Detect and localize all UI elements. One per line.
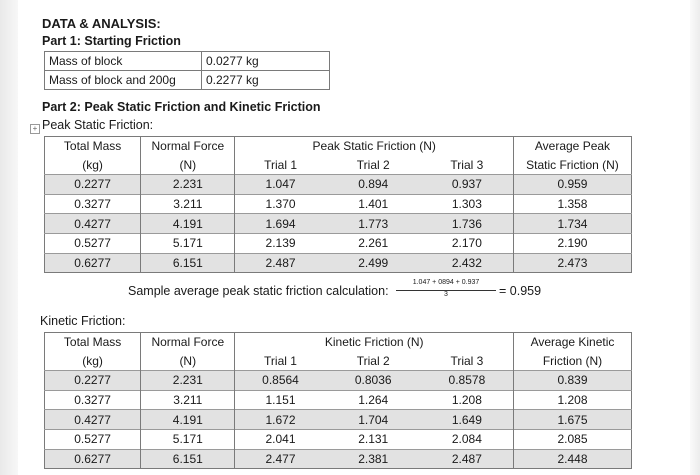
- header-total-mass: Total Mass: [45, 137, 141, 156]
- section-heading: DATA & ANALYSIS:: [42, 16, 161, 31]
- cell-trial-2: 1.773: [326, 214, 421, 234]
- cell-average: 1.734: [513, 214, 631, 234]
- table-row: [45, 371, 632, 391]
- cell-trial-1: 1.672: [235, 410, 326, 430]
- header-kg: (kg): [82, 353, 103, 368]
- header-trial-2: Trial 2: [356, 353, 390, 368]
- cell-mass: 0.4277: [45, 214, 141, 234]
- cell-trial-3: 1.736: [421, 214, 514, 234]
- cell-trial-3: 1.303: [421, 194, 514, 214]
- cell-mass: 0.4277: [45, 410, 141, 430]
- cell-trial-3: 2.487: [421, 449, 514, 469]
- cell-normal-force: 2.231: [141, 371, 235, 391]
- cell-trial-2: 1.401: [326, 194, 421, 214]
- header-trial-3: Trial 3: [450, 157, 484, 172]
- cell-normal-force: 2.231: [141, 175, 235, 195]
- cell-average: 1.675: [514, 410, 632, 430]
- part1-title: Part 1: Starting Friction: [42, 34, 181, 48]
- sample-calc-numerator: 1.047 + 0894 + 0.937: [412, 279, 480, 286]
- cell-average: 2.085: [514, 429, 632, 449]
- cell-trial-2: 0.894: [326, 175, 421, 195]
- header-n: (N): [141, 352, 235, 371]
- cell-mass: 0.6277: [45, 449, 141, 469]
- table-row: [45, 410, 632, 430]
- header-kinetic-group: Kinetic Friction (N): [235, 333, 514, 352]
- header-normal-force: Normal Force: [141, 333, 235, 352]
- cell-trial-1: 2.139: [235, 233, 326, 253]
- header-average-1: Average Peak: [513, 137, 631, 156]
- header-trial-1: Trial 1: [235, 352, 326, 371]
- table-row: [45, 253, 632, 273]
- cell-normal-force: 4.191: [141, 410, 235, 430]
- cell-trial-2: 0.8036: [326, 371, 421, 391]
- cell-normal-force: 6.151: [141, 449, 235, 469]
- header-trial-1: Trial 1: [235, 156, 326, 175]
- table-move-handle-icon[interactable]: +: [30, 124, 40, 134]
- header-n: (N): [141, 156, 235, 175]
- cell-trial-3: 2.084: [421, 429, 514, 449]
- cell-trial-3: 1.649: [421, 410, 514, 430]
- cell-average: 2.448: [514, 449, 632, 469]
- cell-average: 1.208: [514, 390, 632, 410]
- header-average-2: Static Friction (N): [513, 156, 631, 175]
- cell-trial-1: 2.041: [235, 429, 326, 449]
- kinetic-friction-title: Kinetic Friction:: [40, 314, 126, 328]
- cell-normal-force: 5.171: [141, 233, 235, 253]
- sample-calc-label: Sample average peak static friction calculation:: [128, 284, 389, 298]
- header-peak-static-group: Peak Static Friction (N): [235, 137, 513, 156]
- header-kg: (kg): [82, 157, 103, 172]
- mass-table: [44, 51, 330, 90]
- header-average-2: Friction (N): [514, 352, 632, 371]
- header-trial-3: Trial 3: [450, 353, 484, 368]
- cell-average: 0.839: [514, 371, 632, 391]
- cell-trial-2: 2.131: [326, 429, 421, 449]
- cell-mass: 0.2277: [45, 371, 141, 391]
- cell-trial-3: 2.170: [421, 233, 514, 253]
- mass-label: Mass of block: [45, 52, 202, 71]
- cell-normal-force: 5.171: [141, 429, 235, 449]
- cell-trial-3: 0.937: [421, 175, 514, 195]
- cell-trial-3: 1.208: [421, 390, 514, 410]
- header-total-mass: Total Mass: [45, 333, 141, 352]
- page-right-edge: [690, 0, 700, 475]
- cell-average: 1.358: [513, 194, 631, 214]
- cell-mass: 0.2277: [45, 175, 141, 195]
- cell-mass: 0.3277: [45, 194, 141, 214]
- cell-trial-1: 1.047: [235, 175, 326, 195]
- cell-trial-1: 1.370: [235, 194, 326, 214]
- table-row: [45, 233, 632, 253]
- sample-calc-result: = 0.959: [499, 284, 542, 298]
- cell-average: 2.473: [513, 253, 631, 273]
- static-friction-table: [44, 136, 632, 273]
- cell-normal-force: 3.211: [141, 390, 235, 410]
- cell-trial-1: 1.694: [235, 214, 326, 234]
- cell-trial-2: 2.381: [326, 449, 421, 469]
- mass-row: [45, 71, 330, 90]
- cell-trial-1: 1.151: [235, 390, 326, 410]
- cell-trial-2: 1.264: [326, 390, 421, 410]
- sample-calc-denominator: 3: [444, 291, 448, 298]
- header-trial-2: Trial 2: [356, 157, 390, 172]
- mass-value: 0.2277 kg: [202, 71, 330, 90]
- page-left-edge: [0, 0, 18, 475]
- cell-normal-force: 3.211: [141, 194, 235, 214]
- cell-trial-1: 2.477: [235, 449, 326, 469]
- cell-normal-force: 6.151: [141, 253, 235, 273]
- cell-trial-1: 2.487: [235, 253, 326, 273]
- part2-title: Part 2: Peak Static Friction and Kinetic Friction: [42, 100, 321, 114]
- cell-average: 2.190: [513, 233, 631, 253]
- header-normal-force: Normal Force: [141, 137, 235, 156]
- cell-trial-2: 1.704: [326, 410, 421, 430]
- cell-mass: 0.5277: [45, 233, 141, 253]
- table-row: [45, 429, 632, 449]
- table-row: [45, 214, 632, 234]
- cell-trial-2: 2.499: [326, 253, 421, 273]
- cell-mass: 0.6277: [45, 253, 141, 273]
- mass-label: Mass of block and 200g: [45, 71, 202, 90]
- cell-normal-force: 4.191: [141, 214, 235, 234]
- mass-row: [45, 52, 330, 71]
- table-row: [45, 449, 632, 469]
- table-row: [45, 194, 632, 214]
- kinetic-friction-table: [44, 332, 632, 469]
- cell-trial-3: 2.432: [421, 253, 514, 273]
- header-average-1: Average Kinetic: [514, 333, 632, 352]
- cell-trial-2: 2.261: [326, 233, 421, 253]
- cell-trial-3: 0.8578: [421, 371, 514, 391]
- mass-value: 0.0277 kg: [202, 52, 330, 71]
- table-row: [45, 390, 632, 410]
- table-row: [45, 175, 632, 195]
- cell-mass: 0.3277: [45, 390, 141, 410]
- cell-trial-1: 0.8564: [235, 371, 326, 391]
- cell-mass: 0.5277: [45, 429, 141, 449]
- static-friction-title: Peak Static Friction:: [42, 118, 154, 132]
- cell-average: 0.959: [513, 175, 631, 195]
